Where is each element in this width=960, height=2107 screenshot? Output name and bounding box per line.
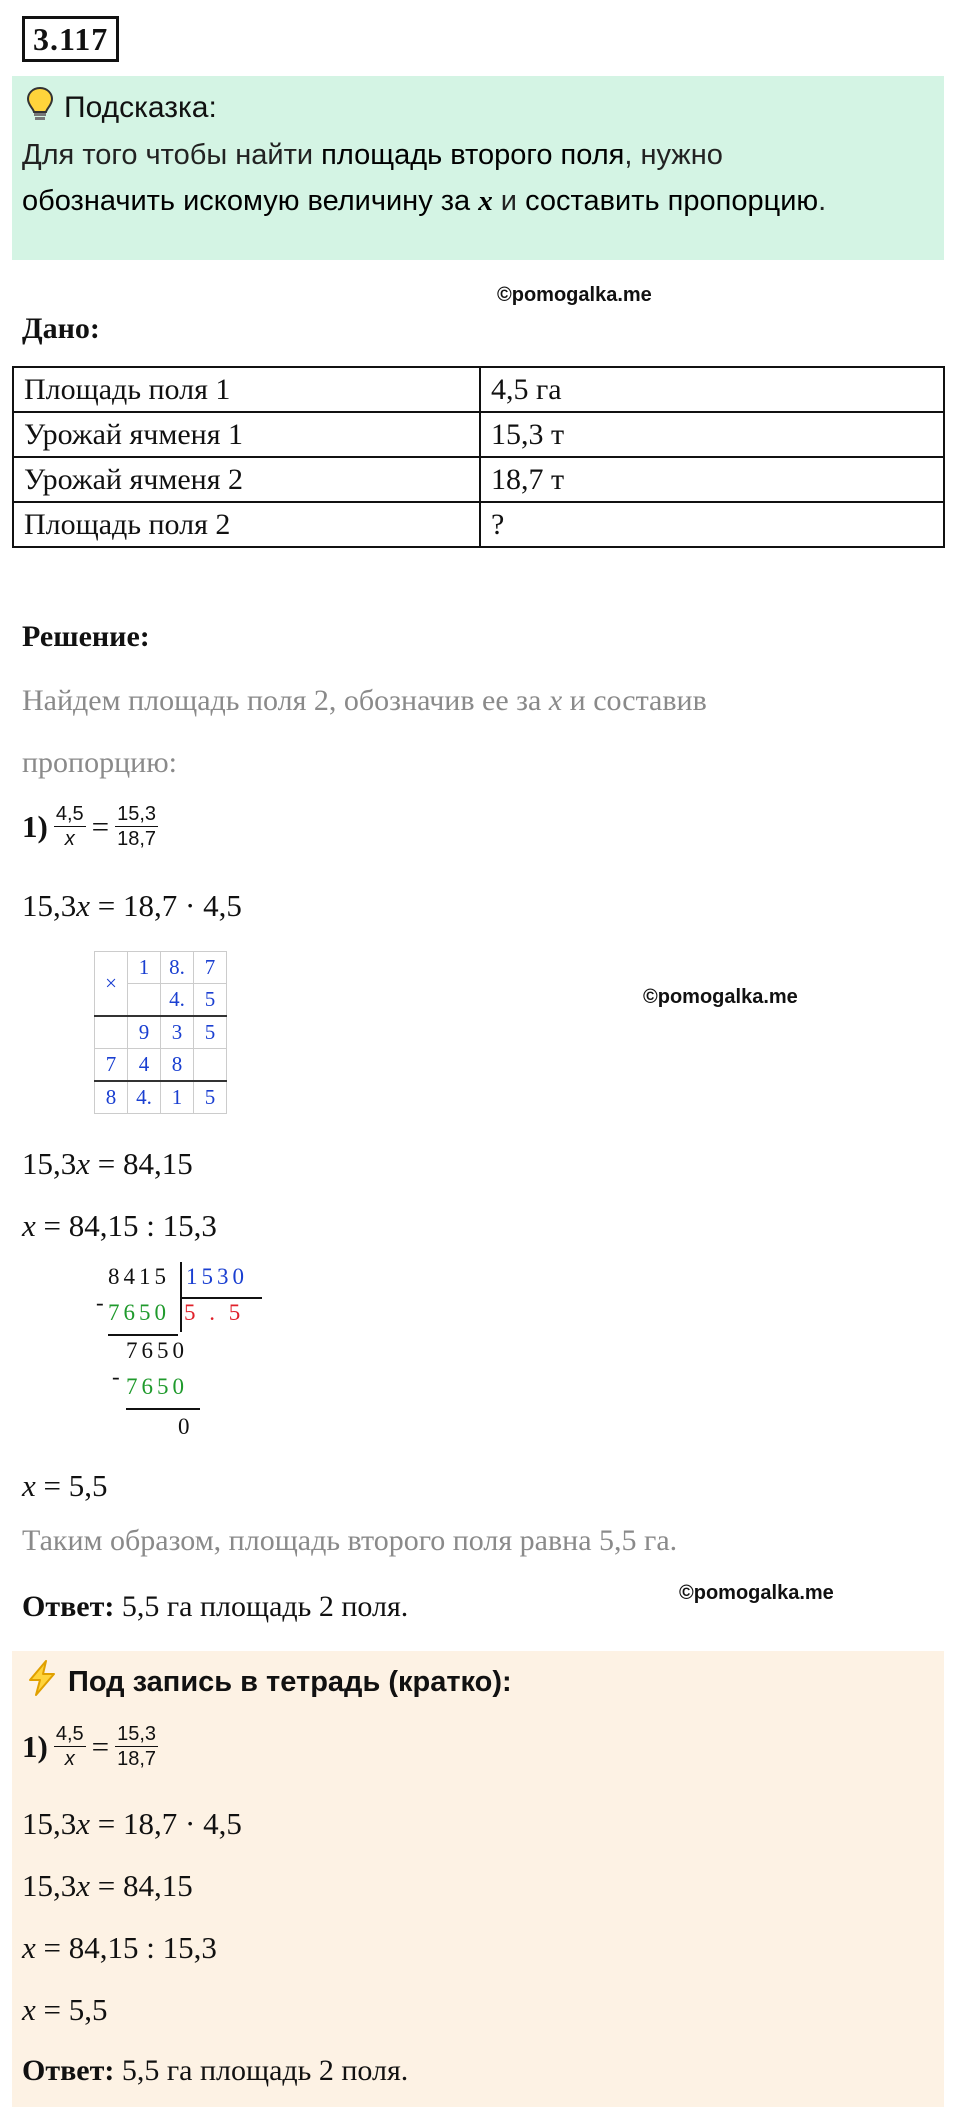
- hint-text-part: Для того чтобы найти: [22, 139, 322, 171]
- answer-text: 5,5 га площадь 2 поля.: [114, 1590, 409, 1623]
- mult-cell: [95, 1016, 128, 1049]
- table-row: [13, 502, 944, 547]
- division-divisor: 1530: [186, 1264, 248, 1289]
- fraction: [115, 1722, 158, 1771]
- mult-row: [95, 1016, 227, 1049]
- mult-cell: [128, 984, 161, 1017]
- table-cell: Урожай ячменя 2: [13, 457, 480, 502]
- division-line: [126, 1408, 200, 1410]
- fraction-numerator: 4,5: [55, 1723, 84, 1745]
- hint-text-part: .: [818, 185, 827, 217]
- division-minus-sign: -: [96, 1290, 108, 1315]
- hint-text-emphasis: площадь второго поля: [321, 139, 625, 171]
- short-equation-4: x = 5,5: [22, 1992, 108, 2027]
- answer: [22, 1590, 408, 1624]
- division-divisor-line: [182, 1297, 262, 1299]
- solution-intro-line1: Найдем площадь поля 2, обозначив ее за x и составив: [22, 684, 707, 717]
- hint-text-part: и: [492, 185, 526, 217]
- solution-label: Решение:: [22, 620, 150, 653]
- fraction-numerator: 15,3: [117, 1723, 157, 1745]
- table-cell: 15,3 т: [480, 412, 944, 457]
- division-subtrahend-2: 7650: [126, 1374, 188, 1399]
- division-remainder-2: 0: [178, 1414, 194, 1439]
- hint-title: [26, 86, 217, 130]
- short-equation-1: 15,3x = 18,7 · 4,5: [22, 1806, 242, 1841]
- mult-cell: 1: [161, 1081, 194, 1114]
- lightbulb-icon: [26, 86, 54, 130]
- table-cell: 18,7 т: [480, 457, 944, 502]
- equation-1: 15,3x = 18,7 · 4,5: [22, 888, 242, 923]
- solution-intro-line2: пропорцию:: [22, 746, 177, 779]
- fraction-denominator: x: [64, 828, 75, 850]
- mult-cell: 7: [194, 952, 227, 984]
- table-row: [13, 367, 944, 412]
- proportion: [22, 802, 160, 851]
- given-table: [12, 366, 945, 548]
- answer-label: Ответ:: [22, 1590, 115, 1623]
- watermark: ©pomogalka.me: [643, 986, 798, 1008]
- fraction: [115, 802, 158, 851]
- mult-cell: 4.: [128, 1081, 161, 1114]
- fraction: [54, 1722, 86, 1771]
- equation-2: 15,3x = 84,15: [22, 1146, 193, 1181]
- mult-cell: 9: [128, 1016, 161, 1049]
- problem-number: 3.117: [22, 16, 119, 62]
- hint-title-text: Подсказка:: [64, 91, 217, 124]
- hint-text: [22, 132, 932, 224]
- short-proportion: [22, 1722, 160, 1771]
- table-row: [13, 412, 944, 457]
- mult-cell: 1: [128, 952, 161, 984]
- short-notes-title-text: Под запись в тетрадь (кратко):: [68, 1665, 512, 1698]
- step-label: 1): [22, 808, 48, 844]
- mult-cell: 4: [128, 1049, 161, 1082]
- short-equation-3: x = 84,15 : 15,3: [22, 1930, 217, 1965]
- mult-row: [95, 1049, 227, 1082]
- division-minus-sign: -: [112, 1364, 124, 1389]
- mult-cell: 4.: [161, 984, 194, 1017]
- fraction-denominator: 18,7: [117, 828, 157, 850]
- multiply-sign: ×: [95, 952, 128, 1017]
- mult-row: [95, 952, 227, 984]
- multiplication-grid: [94, 951, 227, 1114]
- mult-cell: 5: [194, 1016, 227, 1049]
- hint-text-emphasis: обозначить искомую величину за: [22, 185, 479, 217]
- conclusion: Таким образом, площадь второго поля равна 5,5 га.: [22, 1524, 678, 1557]
- hint-text-part: , нужно: [624, 139, 723, 171]
- mult-row: [95, 1081, 227, 1114]
- equals-sign: =: [91, 808, 110, 844]
- watermark: ©pomogalka.me: [497, 284, 652, 306]
- table-cell: Площадь поля 2: [13, 502, 480, 547]
- hint-variable: x: [478, 185, 493, 217]
- table-cell: Площадь поля 1: [13, 367, 480, 412]
- fraction-denominator: 18,7: [117, 1748, 157, 1770]
- fraction-numerator: 4,5: [55, 803, 84, 825]
- short-answer: [22, 2054, 408, 2088]
- fraction-numerator: 15,3: [117, 803, 157, 825]
- short-notes-title: [26, 1660, 512, 1704]
- table-cell: 4,5 га: [480, 367, 944, 412]
- short-equation-2: 15,3x = 84,15: [22, 1868, 193, 1903]
- mult-cell: 8: [161, 1049, 194, 1082]
- table-row: [13, 457, 944, 502]
- mult-cell: 7: [95, 1049, 128, 1082]
- fraction: [54, 802, 86, 851]
- answer-text: 5,5 га площадь 2 поля.: [114, 2054, 409, 2087]
- watermark: ©pomogalka.me: [679, 1582, 834, 1604]
- mult-cell: 8: [95, 1081, 128, 1114]
- mult-cell: 8.: [161, 952, 194, 984]
- mult-cell: 5: [194, 1081, 227, 1114]
- lightning-icon: [26, 1660, 58, 1704]
- mult-cell: [194, 1049, 227, 1082]
- fraction-denominator: x: [64, 1748, 75, 1770]
- division-dividend: 8415: [108, 1264, 170, 1289]
- given-label: Дано:: [22, 312, 100, 345]
- division-remainder-1: 7650: [126, 1338, 188, 1363]
- division-quotient: 5 . 5: [184, 1300, 245, 1325]
- equation-3: x = 84,15 : 15,3: [22, 1208, 217, 1243]
- table-cell: Урожай ячменя 1: [13, 412, 480, 457]
- hint-text-emphasis: составить пропорцию: [525, 185, 819, 217]
- table-cell: ?: [480, 502, 944, 547]
- division-line: [108, 1334, 178, 1336]
- division-subtrahend-1: 7650: [108, 1300, 170, 1325]
- equation-4: x = 5,5: [22, 1468, 108, 1503]
- mult-cell: 3: [161, 1016, 194, 1049]
- step-label: 1): [22, 1728, 48, 1764]
- equals-sign: =: [91, 1728, 110, 1764]
- answer-label: Ответ:: [22, 2054, 115, 2087]
- mult-cell: 5: [194, 984, 227, 1017]
